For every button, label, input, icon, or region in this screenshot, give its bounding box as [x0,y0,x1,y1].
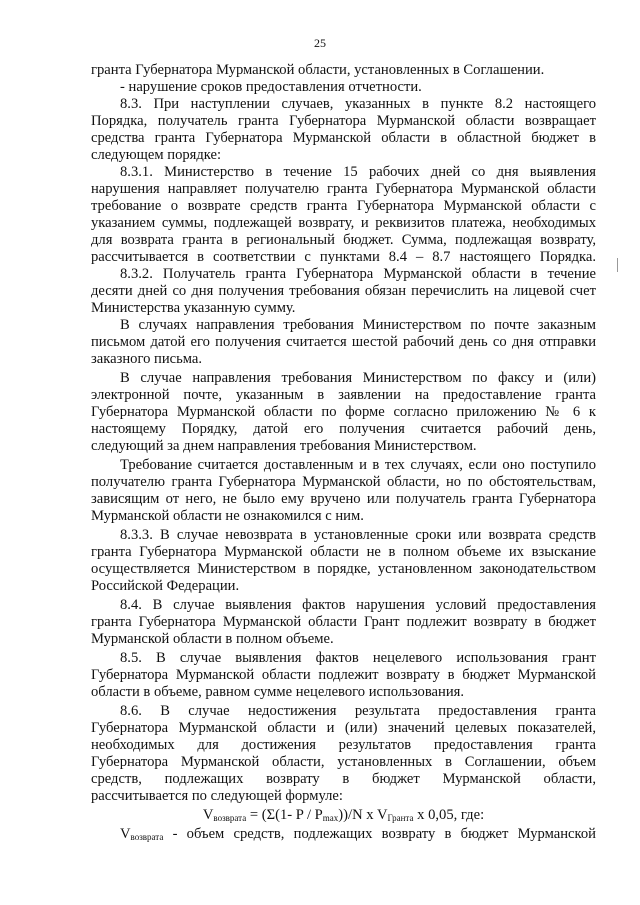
text-line: десяти дней со дня получения требования обязан перечислить на лицевой счет [91,283,596,299]
definition-line [120,826,596,846]
definition-text: - объем средств, подлежащих возврату в бюджет Мурманской [163,826,596,842]
text-line: указанием суммы, подлежащей возврату, и реквизитов платежа, необходимых [91,215,596,231]
text-line: средства гранта Губернатора Мурманской области в областной бюджет в [91,130,596,146]
text-line: гранта Губернатора Мурманской области Грант подлежит возврату в бюджет [91,614,596,630]
text-line: В случае направления требования Министерством по факсу и (или) [120,370,596,386]
text-line: области в объеме, равном сумме нецелевого использования. [91,684,464,700]
text-line: настоящему Порядку, датой его получения считается рабочий день, [91,421,596,437]
text-line: гранта Губернатора Мурманской области не в полном объеме их взыскание [91,544,596,560]
text-line: заказного письма. [91,351,203,367]
text-line: Требование считается доставленным и в тех случаях, если оно поступило [120,457,596,473]
text-line: 8.3.3. В случае невозврата в установленные сроки или возврата средств [120,527,596,543]
formula [91,807,596,827]
text-line: Мурманской области в полном объеме. [91,631,334,647]
text-line: Губернатора Мурманской области, установленных в Соглашении, объем [91,754,596,770]
formula-grant-sub: Гранта [387,813,414,823]
formula-v: V [202,807,214,823]
text-line: Российской Федерации. [91,578,240,594]
scan-margin-mark [617,258,618,272]
text-line: получателю гранта Губернатора Мурманской области, но по обстоятельствам, [91,474,596,490]
text-line: необходимых для достижения результатов предоставления гранта [91,737,596,753]
text-line: Мурманской области не ознакомился с ним. [91,508,364,524]
text-line: 8.5. В случае выявления фактов нецелевого использования грант [120,650,596,666]
text-line: письмом датой его получения считается шестой рабочий день со дня отправки [91,334,596,350]
formula-v-sub: возврата [213,813,247,823]
text-line: следующем порядке: [91,147,222,163]
text-line: требование о возврате средств гранта Губернатора Мурманской области с [91,198,596,214]
text-line: - нарушение сроков предоставления отчетности. [120,79,422,95]
text-line: Министерства указанную сумму. [91,300,296,316]
text-line: В случаях направления требования Министерством по почте заказным [120,317,596,333]
text-line: 8.3.1. Министерство в течение 15 рабочих дней со дня выявления [120,164,596,180]
text-line: средств, подлежащих возврату в бюджет Мурманской области, [91,771,596,787]
text-line: 8.3.2. Получатель гранта Губернатора Мурманской области в течение [120,266,596,282]
text-line: рассчитывается в соответствии с пунктами 8.4 – 8.7 настоящего Порядка. [91,249,596,265]
definition-v: V [120,826,131,842]
formula-mid2: ))/N x V [338,807,388,823]
formula-tail: x 0,05, где: [413,807,485,823]
text-line: Губернатора Мурманской области подлежит возврату в бюджет Мурманской [91,667,596,683]
text-line: нарушения направляет получателю гранта Губернатора Мурманской области [91,181,596,197]
text-line: осуществляется Министерством в порядке, установленном законодательством [91,561,596,577]
text-line: Порядка, получатель гранта Губернатора Мурманской области возвращает [91,113,596,129]
text-line: следующий за днем направления требования Министерством. [91,438,477,454]
text-line: 8.4. В случае выявления фактов нарушения условий предоставления [120,597,596,613]
text-line: 8.3. При наступлении случаев, указанных в пункте 8.2 настоящего [120,96,596,112]
text-line: Губернатора Мурманской области и (или) значений целевых показателей, [91,720,596,736]
text-line: рассчитывается по следующей формуле: [91,788,343,804]
formula-mid1: = (Σ(1- P / P [246,807,323,823]
formula-pmax-sub: max [322,813,339,823]
text-line: зависящим от него, не было ему вручено или получатель гранта Губернатора [91,491,596,507]
text-line: гранта Губернатора Мурманской области, установленных в Соглашении. [91,62,545,78]
text-line: для возврата гранта в региональный бюджет. Сумма, подлежащая возврату, [91,232,596,248]
page-number: 25 [314,36,326,50]
text-line: Губернатора Мурманской области по форме согласно приложению № 6 к [91,404,596,420]
text-line: электронной почте, указанным в заявлении на предоставление гранта [91,387,596,403]
definition-v-sub: возврата [130,832,164,842]
text-line: 8.6. В случае недостижения результата предоставления гранта [120,703,596,719]
